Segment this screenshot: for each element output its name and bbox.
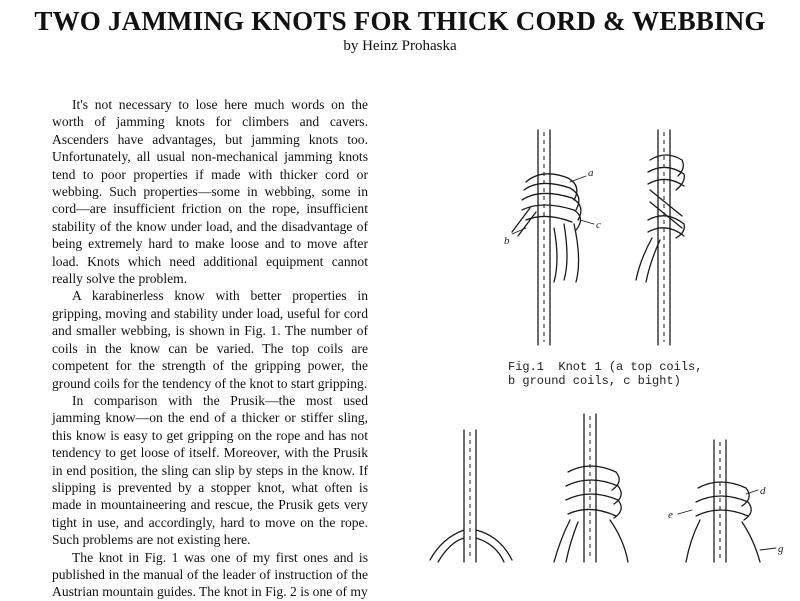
article-byline: by Heinz Prohaska — [343, 38, 457, 54]
knot-2-step-3 — [668, 440, 784, 562]
knot-2-step-1 — [430, 430, 512, 562]
caption-line: b ground coils, c bight) — [508, 374, 681, 388]
knot-2-step-2 — [554, 414, 628, 562]
figure-1-knot-diagram — [490, 120, 730, 350]
body-paragraph: The knot in Fig. 1 was one of my first ones and is published in the manual of the leader of instruction of the Austrian mountain guides. The knot in Fig. 2 is one of my — [52, 549, 368, 600]
figure-1-caption — [508, 360, 798, 388]
knot-1-side-view — [636, 130, 684, 345]
caption-line: Fig.1 Knot 1 (a top coils, — [508, 360, 703, 374]
label-d: d — [760, 485, 766, 497]
body-paragraph: A karabinerless know with better properties in gripping, moving and stability under load, useful for cord and smaller webbing, is shown in Fig. 1. The number of coils in the know can be varied. The top coils are competent for the strength of the gripping power, the ground coils for the tendency of the knot to start gripping. — [52, 288, 368, 391]
body-paragraph: In comparison with the Prusik—the most used jamming know—on the end of a thicker or stiffer sling, this know is easy to get gripping on the rope and has not tendency to get loose of itself. Moreover, with the Prusik in end position, the sling can slip by steps in the know. If slipping is prevented by a stopper knot, what often is made in mountaineering and rescue, the Prusik gets very tight in use, and accordingly, hard to move on the rope. Such problems are not existing here. — [52, 392, 368, 548]
article-title: TWO JAMMING KNOTS FOR THICK CORD & WEBBING — [34, 6, 766, 36]
article-body — [52, 96, 368, 601]
knot-1-front-view — [504, 130, 601, 345]
body-paragraph: It's not necessary to lose here much words on the worth of jamming knots for climbers and cavers. Ascenders have advantages, but jamming knots too. Unfortunately, all usual non-mechanical jamming knots tend to poor properties if made with thicker cord or webbing. Such properties—some in webbing, some in cord—are insufficient friction on the rope, insufficient stability of the know under load, and the disadvantage of being extremely hard to make loose and to move after load. Knots which need additional equipment cannot really solve the problem. — [52, 97, 368, 287]
figure-2-knot-diagram — [420, 410, 800, 562]
label-b: b — [504, 235, 510, 247]
label-a: a — [588, 167, 594, 179]
label-c: c — [596, 219, 601, 231]
label-g: g — [778, 543, 784, 555]
label-e: e — [668, 509, 673, 521]
